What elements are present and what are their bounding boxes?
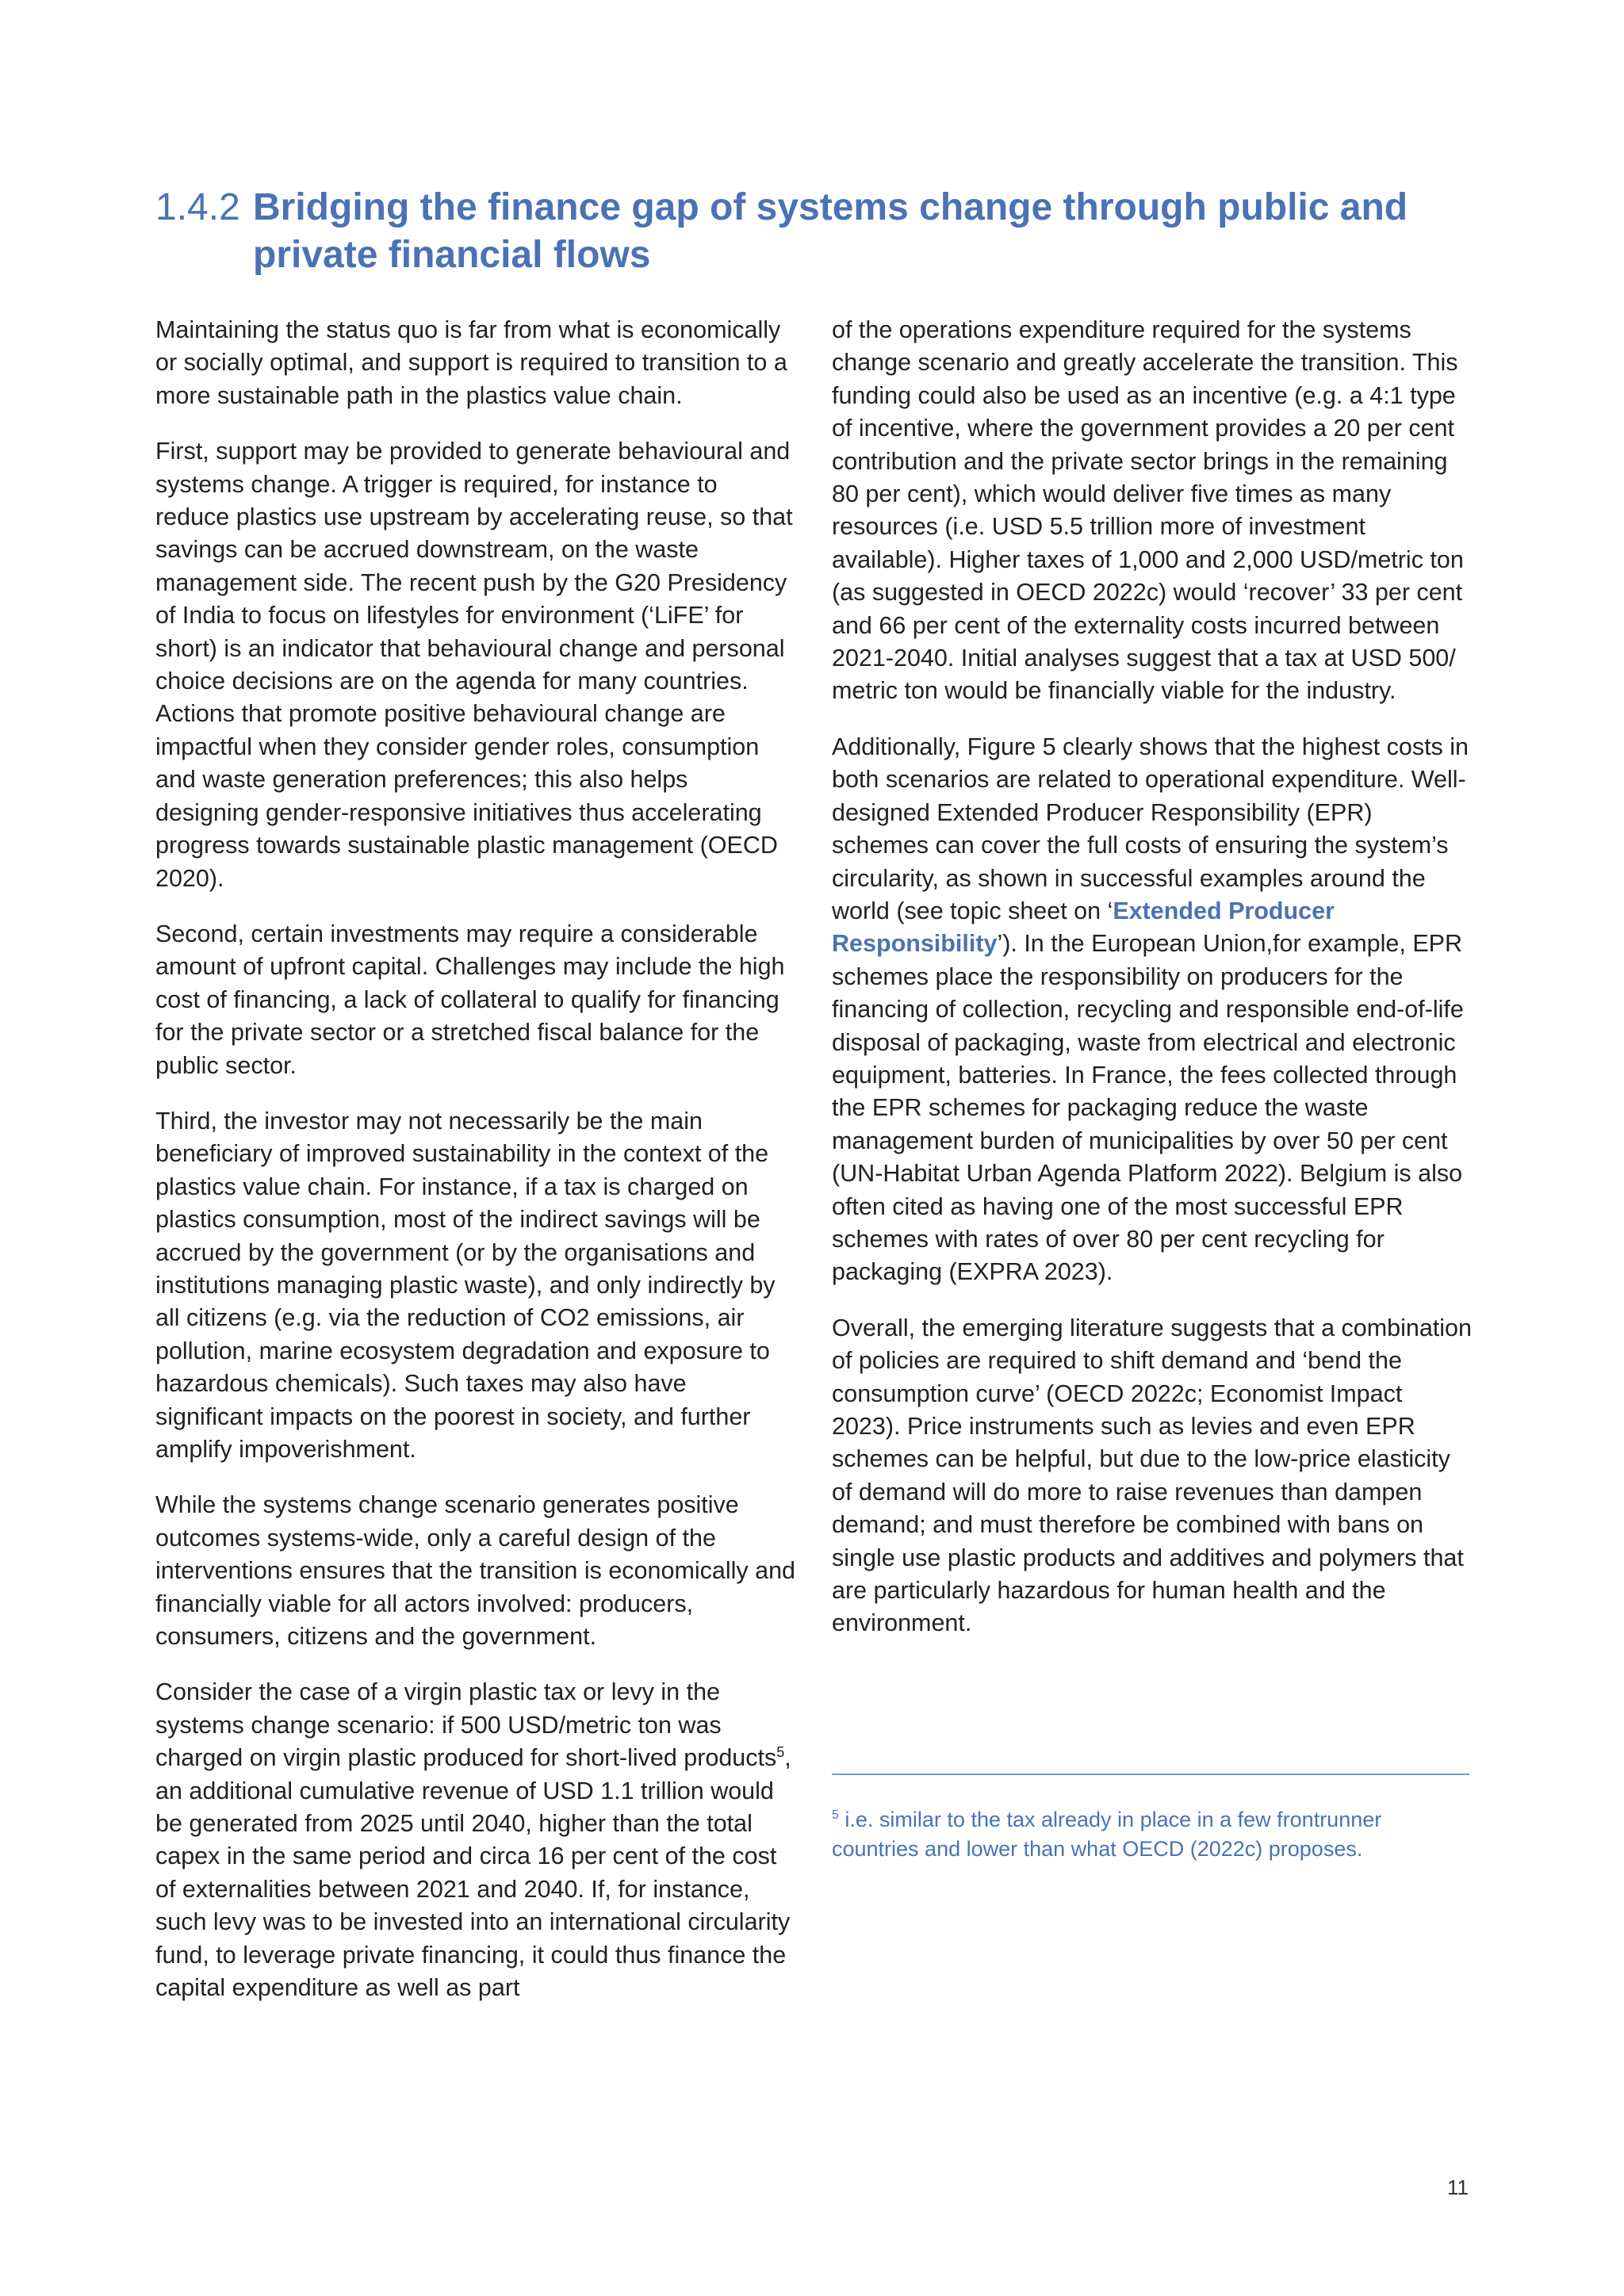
section-number: 1.4.2 (155, 186, 240, 228)
paragraph-text: , an additional cumulative revenue of USD 1.1 trillion would be generated from 2025 until 2040, higher than the total capex in the same period and circa 16 per cent of the cost of externalities between 2021 and 2040. If, for instance, such levy was to be invested into an international circularity fund, to leverage private financing, it could thus finance the capital expenditure as well as part (155, 1744, 791, 2002)
section-title: Bridging the finance gap of systems change through public and private financial flows (253, 186, 1408, 276)
paragraph: Maintaining the status quo is far from what is economically or socially optimal, and support is required to transition to a more sustainable path in the plastics value chain. (155, 316, 787, 409)
paragraph-text: Additionally, Figure 5 clearly shows that the highest costs in both scenarios are related to operational expenditure. Well-designed Extended Producer Responsibility (EPR) schemes can cover the full costs of ensuring the system’s circularity, as shown in successful examples around the world (see topic sheet on ‘ (832, 733, 1469, 924)
paragraph: First, support may be provided to generate behavioural and systems change. A trigger is required, for instance to reduce plastics use upstream by accelerating reuse, so that savings can be accrued downstream, on the waste management side. The recent push by the G20 Presidency of India to focus on lifestyles for environment (‘LiFE’ for short) is an indicator that behavioural change and personal choice decisions are on the agenda for many countries. Actions that promote positive behavioural change are impactful when they consider gender roles, consumption and waste generation preferences; this also helps designing gender-responsive initiatives thus accelerating progress towards sustainable plastic management (OECD 2020). (155, 438, 793, 892)
footnote (832, 1805, 1469, 1864)
right-column (832, 314, 1474, 1640)
left-column (155, 314, 798, 2028)
topic-sheet-link[interactable]: Extended Producer Responsibility (832, 897, 1335, 958)
paragraph: Overall, the emerging literature suggests that a combination of policies are required to shift demand and ‘bend the consumption curve’ (OECD 2022c; Economist Impact 2023). Price instruments such as levies and even EPR schemes can be helpful, but due to the low-price elasticity of demand will do more to raise revenues than dampen demand; and must therefore be combined with bans on single use plastic products and additives and polymers that are particularly hazardous for human health and the environment. (832, 1314, 1472, 1637)
paragraph-text: ’). In the European Union,for example, EPR schemes place the responsibility on producers for the financing of collection, recycling and responsible end-of-life disposal of packaging, waste from electrical and electronic equipment, batteries. In France, the fees collected through the EPR schemes for packaging reduce the waste management burden of municipalities by over 50 per cent (UN-Habitat Urban Agenda Platform 2022). Belgium is also often cited as having one of the most successful EPR schemes with rates of over 80 per cent recycling for packaging (EXPRA 2023). (832, 930, 1464, 1286)
paragraph (832, 731, 1474, 1289)
footnote-reference[interactable]: 5 (776, 1744, 785, 1761)
footnote-marker: 5 (832, 1808, 839, 1822)
section-heading (155, 184, 1424, 279)
paragraph (155, 1676, 798, 2004)
paragraph: Third, the investor may not necessarily be the main beneficiary of improved sustainability in the context of the plastics value chain. For instance, if a tax is charged on plastics consumption, most of the indirect savings will be accrued by the government (or by the organisations and institutions managing plastic waste), and only indirectly by all citizens (e.g. via the reduction of CO2 emissions, air pollution, marine ecosystem degradation and exposure to hazardous chemicals). Such taxes may also have significant impacts on the poorest in society, and further amplify impoverishment. (155, 1107, 776, 1463)
paragraph-text: Consider the case of a virgin plastic tax or levy in the systems change scenario: if 500 USD/metric ton was charged on virgin plastic produced for short-lived products (155, 1678, 777, 1772)
paragraph: While the systems change scenario generates positive outcomes systems-wide, only a careful design of the interventions ensures that the transition is economically and financially viable for all actors involved: producers, consumers, citizens and the government. (155, 1491, 795, 1651)
paragraph: Second, certain investments may require a considerable amount of upfront capital. Challenges may include the high cost of financing, a lack of collateral to qualify for financing for the private sector or a stretched fiscal balance for the public sector. (155, 920, 785, 1079)
footnote-text: i.e. similar to the tax already in place in a few frontrunner countries and lower than what OECD (2022c) proposes. (832, 1808, 1382, 1861)
page-number: 11 (1447, 2175, 1469, 2199)
paragraph: of the operations expenditure required for the systems change scenario and greatly accelerate the transition. This funding could also be used as an incentive (e.g. a 4:1 type of incentive, where the government provides a 20 per cent contribution and the private sector brings in the remaining 80 per cent), which would deliver five times as many resources (i.e. USD 5.5 trillion more of investment available). Higher taxes of 1,000 and 2,000 USD/metric ton (as suggested in OECD 2022c) would ‘recover’ 33 per cent and 66 per cent of the externality costs incurred between 2021-2040. Initial analyses suggest that a tax at USD 500/ metric ton would be financially viable for the industry. (832, 316, 1464, 705)
footnote-divider (832, 1774, 1469, 1775)
